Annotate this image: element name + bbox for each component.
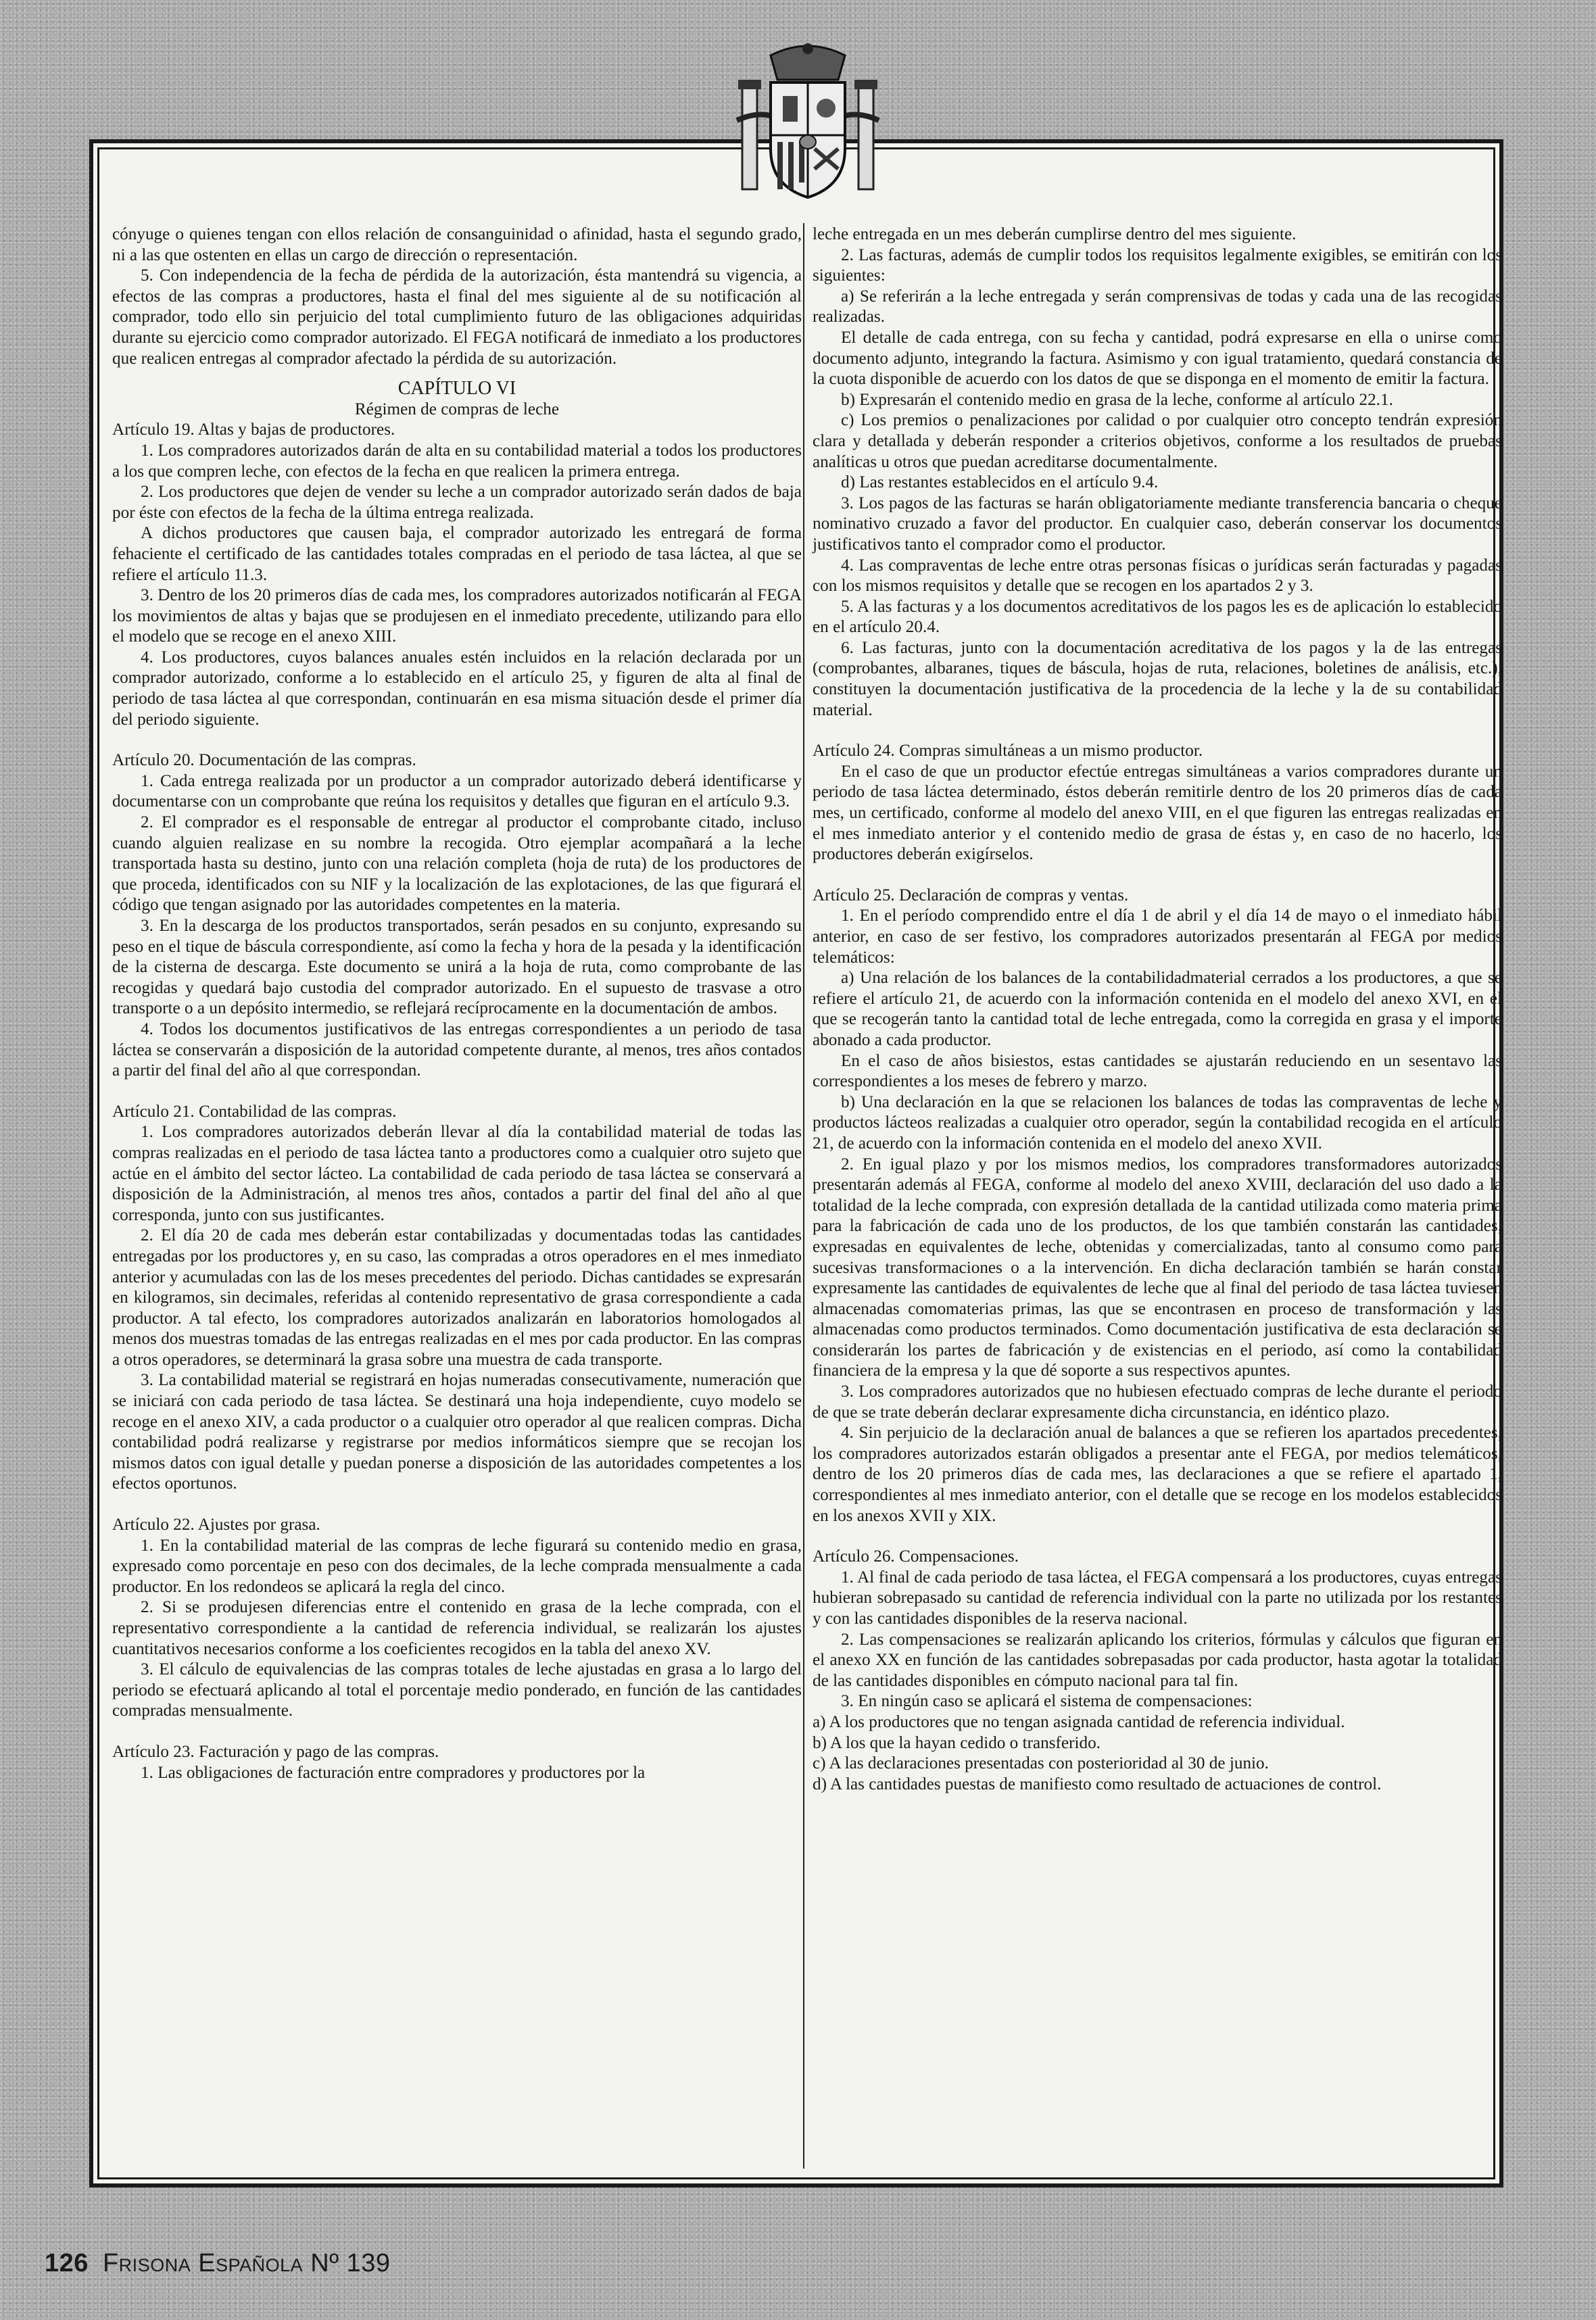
paragraph: 4. Las compraventas de leche entre otras personas físicas o jurídicas serán facturadas y pagadas con los mismos requisitos y detalle que se recogen en los apartados 2 y 3. <box>813 556 1502 596</box>
paragraph: 1. Al final de cada periodo de tasa láctea, el FEGA compensará a los productores, cuyas entregas hubieran sobrepasado su cantidad de referencia individual con la parte no utilizada por los restantes y con las cantidades disponibles de la reserva nacional. <box>813 1568 1502 1628</box>
section-heading: Artículo 26. Compensaciones. <box>813 1547 1019 1566</box>
paragraph: 6. Las facturas, junto con la documentación acreditativa de los pagos y la de las entregas (comprobantes, albaranes, tiques de báscula, hojas de ruta, relaciones, boletines de análisis, etc.), constituyen la documentación justificativa de la procedencia de la leche y la de su contabilidad material. <box>813 638 1502 719</box>
section-heading: Artículo 25. Declaración de compras y ventas. <box>813 886 1129 904</box>
paragraph: 4. Sin perjuicio de la declaración anual de balances a que se refieren los apartados precedentes, los compradores autorizados estarán obligados a presentar ante el FEGA, por medios telemáticos, dentro de los 20 primeros días de cada mes, las declaraciones a que se refiere el apartado 1, correspondientes al mes inmediato anterior, con el detalle que se recoge en los modelos establecidos en los anexos XVII y XIX. <box>813 1424 1502 1525</box>
paragraph: 3. Dentro de los 20 primeros días de cada mes, los compradores autorizados notificarán al FEGA los movimientos de altas y bajas que se produjesen en el inmediato precedente, utilizando para ello el modelo que se recoge en el anexo XIII. <box>112 586 802 646</box>
paragraph: 1. En el período comprendido entre el día 1 de abril y el día 14 de mayo o el inmediato hábil anterior, en caso de ser festivo, los compradores autorizados presentarán al FEGA por medios telemáticos: <box>813 907 1502 967</box>
paragraph: 3. Los compradores autorizados que no hubiesen efectuado compras de leche durante el periodo de que se trate deberán declarar expresamente dicha circunstancia, en idéntico plazo. <box>813 1382 1502 1422</box>
page-number: 126 <box>45 2249 89 2277</box>
section-heading: CAPÍTULO VI <box>397 378 516 400</box>
paragraph: leche entregada en un mes deberán cumplirse dentro del mes siguiente. <box>813 225 1297 243</box>
paragraph: 2. Si se produjesen diferencias entre el contenido en grasa de la leche comprada, con el representativo correspondiente a la cantidad de referencia individual, se realizarán los ajustes cuantitativos necesarios conforme a los coeficientes recogidos en la tabla del anexo XV. <box>112 1598 802 1658</box>
paragraph: b) Una declaración en la que se relacionen los balances de todas las compraventas de leche y productos lácteos realizadas a cualquier otro operador, según la contabilidad recogida en el artículo 21, de acuerdo con la información contenida en el modelo del anexo XVII. <box>813 1092 1502 1153</box>
section-heading: Artículo 21. Contabilidad de las compras. <box>112 1102 397 1121</box>
paragraph: a) Se referirán a la leche entregada y serán comprensivas de todas y cada una de las recogidas realizadas. <box>813 287 1502 327</box>
paragraph: 4. Los productores, cuyos balances anuales estén incluidos en la relación declarada por un comprador autorizado, conforme a lo establecido en el artículo 25, y figuren de alta al final de periodo de tasa láctea al que correspondan, continuarán en esa misma situación desde el primer día del periodo siguiente. <box>112 648 802 729</box>
section-heading: Artículo 23. Facturación y pago de las compras. <box>112 1742 439 1761</box>
page-footer <box>45 2249 391 2278</box>
paragraph: c) A las declaraciones presentadas con posterioridad al 30 de junio. <box>813 1754 1269 1773</box>
paragraph: 3. Los pagos de las facturas se harán obligatoriamente mediante transferencia bancaria o cheque nominativo cruzado a favor del productor. En cualquier caso, deberán conservar los documentos justificativos tanto el comprador como el productor. <box>813 493 1502 554</box>
paragraph: A dichos productores que causen baja, el comprador autorizado les entregará de forma fehaciente el certificado de las cantidades totales compradas en el periodo de tasa láctea, al que se refiere el artículo 11.3. <box>112 524 802 584</box>
paragraph: 2. Las facturas, además de cumplir todos los requisitos legalmente exigibles, se emitirán con los siguientes: <box>813 245 1502 285</box>
paragraph: d) Las restantes establecidos en el artículo 9.4. <box>841 473 1159 492</box>
paragraph: b) A los que la hayan cedido o transferido. <box>813 1733 1101 1752</box>
coat-of-arms-icon <box>723 41 892 210</box>
paragraph: 2. Los productores que dejen de vender su leche a un comprador autorizado serán dados de baja por éste con efectos de la fecha de la última entrega realizada. <box>112 483 802 522</box>
paragraph: a) A los productores que no tengan asignada cantidad de referencia individual. <box>813 1712 1345 1731</box>
paragraph: 1. En la contabilidad material de las compras de leche figurará su contenido medio en grasa, expresado como porcentaje en peso con dos decimales, de la leche comprada mensualmente a cada productor. En los redondeos se aplicará la regla del cinco. <box>112 1536 802 1596</box>
paragraph: Régimen de compras de leche <box>354 400 560 418</box>
section-heading: Artículo 24. Compras simultáneas a un mismo productor. <box>813 742 1203 760</box>
paragraph: El detalle de cada entrega, con su fecha y cantidad, podrá expresarse en ella o unirse como documento adjunto, integrando la factura. Asimismo y con igual tratamiento, quedará constancia de la cuota disponible de acuerdo con los datos de que se disponga en el momento de emitir la factura. <box>813 328 1502 389</box>
paragraph: 3. La contabilidad material se registrará en hojas numeradas consecutivamente, numeración que se iniciará con cada periodo de tasa láctea. Se destinará una hoja independiente, cuyo modelo se recoge en el anexo XIV, a cada productor o a cualquier otro operador al que realicen compras. Dicha contabilidad podrá realizarse y registrarse por medios informáticos siempre que se recojan los mismos datos con igual detalle y puedan ponerse a disposición de las autoridades competentes a los efectos oportunos. <box>112 1371 802 1493</box>
column-divider <box>803 223 804 2169</box>
paragraph: 2. Las compensaciones se realizarán aplicando los criterios, fórmulas y cálculos que figuran en el anexo XX en función de las cantidades sobrepasadas por cada productor, hasta agotar la totalidad de las cantidades disponibles en cómputo nacional para tal fin. <box>813 1630 1502 1690</box>
paragraph: 4. Todos los documentos justificativos de las entregas correspondientes a un periodo de tasa láctea se conservarán a disposición de la autoridad competente durante, al menos, tres años contados a partir del final del año al que correspondan. <box>112 1019 802 1080</box>
paragraph: b) Expresarán el contenido medio en grasa de la leche, conforme al artículo 22.1. <box>841 390 1393 409</box>
paragraph: En el caso de que un productor efectúe entregas simultáneas a varios compradores durante un periodo de tasa láctea determinado, éstos deberán remitirle dentro de los 20 primeros días de cada mes, un certificado, conforme al modelo del anexo VIII, en el que figuren las entregas realizadas en el mes inmediato anterior y el contenido medio de grasa de éstas y, en caso de no hacerlo, los productores deberán exigírselos. <box>813 762 1502 864</box>
paragraph: a) Una relación de los balances de la contabilidadmaterial cerrados a los productores, a que se refiere el artículo 21, de acuerdo con la información contenida en el modelo del anexo XVI, en el que se recogerán tanto la cantidad total de leche entregada, como la corregida en grasa y el importe abonado a cada productor. <box>813 969 1502 1049</box>
right-text-column <box>813 224 1502 1795</box>
paragraph: cónyuge o quienes tengan con ellos relación de consanguinidad o afinidad, hasta el segundo grado, ni a las que ostenten en ellas un cargo de dirección o representación. <box>112 225 802 264</box>
paragraph: 2. El comprador es el responsable de entregar al productor el comprobante citado, incluso cuando alguien realizase en su nombre la recogida. Otro ejemplar acompañará a la leche transportada hasta su destino, junto con una relación completa (hoja de ruta) de los productores de que proceda, identificados con su NIF y la localización de las explotaciones, de las que figurará el código que tengan asignado por las autoridades competentes en la materia. <box>112 813 802 915</box>
paragraph: c) Los premios o penalizaciones por calidad o por cualquier otro concepto tendrán expresión clara y detallada y deberán responder a criterios objetivos, conforme a los resultados de pruebas analíticas u otros que puedan acreditarse documentalmente. <box>813 411 1502 471</box>
paragraph: 2. En igual plazo y por los mismos medios, los compradores transformadores autorizados presentarán además al FEGA, conforme al modelo del anexo XVIII, declaración del uso dado a la totalidad de la leche comprada, con expresión detallada de la cantidad utilizada como materia prima para la fabricación de cada uno de los productos, de los que también constarán las cantidades, expresadas en equivalentes de leche, obtenidas y comercializadas, tanto al consumo como para sucesivas transformaciones o a la intervención. En dicha declaración también se harán constar expresamente las cantidades de equivalentes de leche que al final del periodo de tasa láctea tuviesen almacenadas comomaterias primas, las que se encontrasen en proceso de transformación y las almacenadas como productos terminados. Como documentación justificativa de esta declaración se considerarán los partes de fabricación y de existencias en el periodo, así como la contabilidad financiera de la empresa y la que dé soporte a sus respectivos apuntes. <box>813 1155 1502 1380</box>
paragraph: 3. En la descarga de los productos transportados, serán pesados en su conjunto, expresando su peso en el tique de báscula correspondiente, así como la fecha y hora de la pesada y la identificación de la cisterna de descarga. Este documento se unirá a la hoja de ruta, como comprobante de las recogidas y quedará bajo custodia del comprador autorizado. En el supuesto de trasvase a otro transporte o a un depósito intermedio, se reflejará recíprocamente en la documentación de ambos. <box>112 917 802 1018</box>
paragraph: 1. Los compradores autorizados darán de alta en su contabilidad material a todos los productores a los que compren leche, con efectos de la fecha en que realicen la primera entrega. <box>112 441 802 481</box>
section-heading: Artículo 20. Documentación de las compras. <box>112 751 416 770</box>
page-frame <box>89 139 1503 2188</box>
paragraph: 2. El día 20 de cada mes deberán estar contabilizadas y documentadas todas las cantidades entregadas por los productores y, en su caso, las compradas a otros operadores en el mes inmediato anterior y acumuladas con las de los meses precedentes del periodo. Dichas cantidades se expresarán en kilogramos, sin decimales, referidas al contenido representativo de grasa correspondiente a cada productor. A tal efecto, los compradores autorizados analizarán en laboratorios homologados al menos dos muestras tomadas de las entregas realizadas en el mes por cada productor. En las compras a otros operadores, se determinará la grasa sobre una muestra de cada transporte. <box>112 1226 802 1369</box>
paragraph: 1. Las obligaciones de facturación entre compradores y productores por la <box>141 1763 646 1782</box>
paragraph: 1. Cada entrega realizada por un productor a un comprador autorizado deberá identificarse y documentarse con un comprobante que reúna los requisitos y detalles que figuran en el artículo 9.3. <box>112 771 802 811</box>
paragraph: 5. A las facturas y a los documentos acreditativos de los pagos les es de aplicación lo establecido en el artículo 20.4. <box>813 597 1502 637</box>
paragraph: En el caso de años bisiestos, estas cantidades se ajustarán reduciendo en un sesentavo las correspondientes a los meses de febrero y marzo. <box>813 1051 1502 1091</box>
paragraph: d) A las cantidades puestas de manifiesto como resultado de actuaciones de control. <box>813 1774 1382 1793</box>
paragraph: 1. Los compradores autorizados deberán llevar al día la contabilidad material de todas las compras realizadas en el periodo de tasa láctea tanto a productores como a cualquier otro sujeto que actúe en el ámbito del sector lácteo. La contabilidad de cada periodo de tasa láctea se conservará a disposición de la Administración, al menos tres años, contados a partir del final del año al que corresponda, junto con sus justificantes. <box>112 1123 802 1224</box>
paragraph: Artículo 19. Altas y bajas de productores. <box>112 420 395 439</box>
section-heading: Artículo 22. Ajustes por grasa. <box>112 1516 320 1534</box>
paragraph: 3. En ningún caso se aplicará el sistema de compensaciones: <box>841 1692 1253 1711</box>
magazine-name: Frisona Española <box>102 2249 304 2277</box>
left-text-column <box>112 224 802 1783</box>
issue-number: Nº 139 <box>310 2249 391 2277</box>
paragraph: 3. El cálculo de equivalencias de las compras totales de leche ajustadas en grasa a lo largo del periodo se efectuará aplicando al total el porcentaje medio ponderado, en función de las cantidades compradas mensualmente. <box>112 1660 802 1720</box>
paragraph: 5. Con independencia de la fecha de pérdida de la autorización, ésta mantendrá su vigencia, a efectos de las compras a productores, hasta el final del mes siguiente al de su notificación al comprador, todo ello sin perjuicio del total cumplimiento futuro de las obligaciones adquiridas durante su ejercicio como comprador autorizado. El FEGA notificará de inmediato a los productores que realicen entregas al comprador afectado la pérdida de su autorización. <box>112 266 802 368</box>
